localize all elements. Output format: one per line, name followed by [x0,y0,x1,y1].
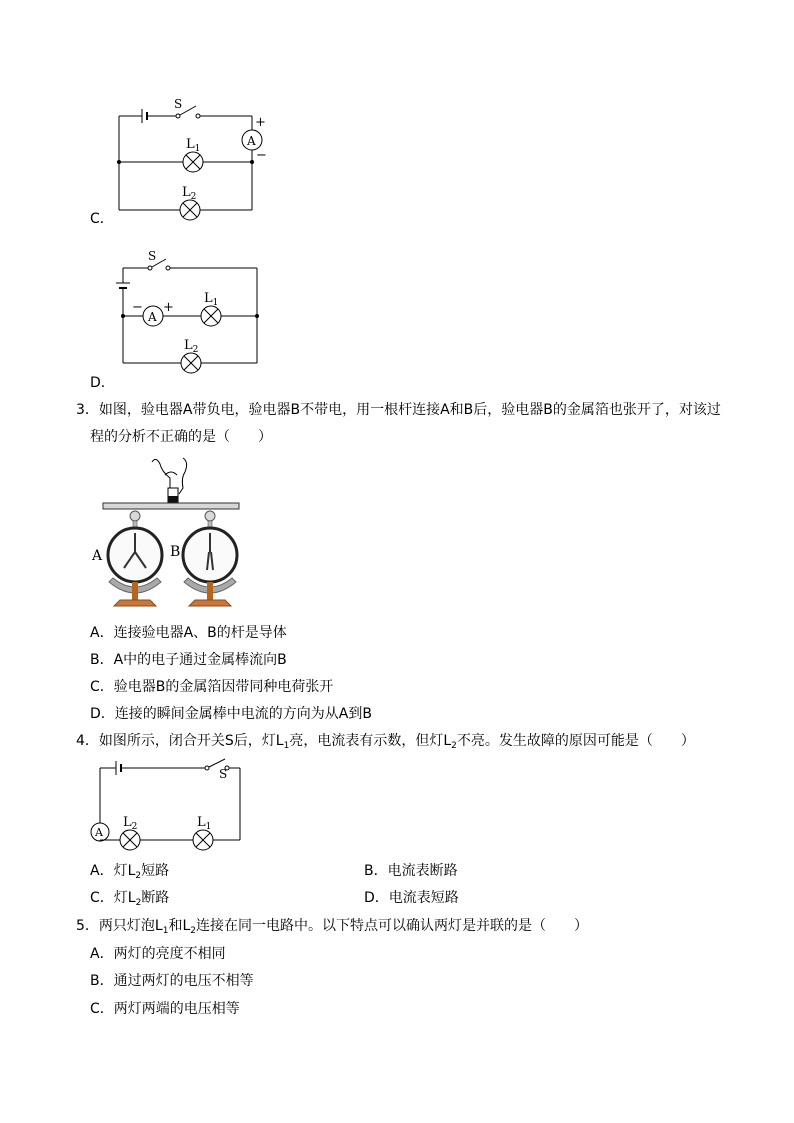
question-5-stem: 5．两只灯泡$L_1$和$L_2$连接在同一电路中。以下特点可以确认两灯是并联的是（ ） [76,918,588,936]
question-3-option-c: C．验电器B的金属箔因带同种电荷张开 [90,679,334,695]
question-5-option-a: A．两灯的亮度不相同 [90,946,226,962]
switch-label: S [219,767,228,781]
minus-sign: − [256,148,267,163]
question-4-option-c: C．灯$L_2$断路 [90,890,170,908]
plus-sign: + [163,300,174,315]
lamp-l2-label: $L_2$ [184,338,199,355]
question-4-stem: 4．如图所示，闭合开关S后，灯$L_1$亮，电流表有示数，但灯$L_2$不亮。发生故障的原因可能是（ ） [76,733,695,751]
ammeter-label: A [95,826,103,839]
question-5-option-b: B．通过两灯的电压不相等 [90,973,254,989]
switch-label: S [148,249,157,263]
question-3-option-d: D．连接的瞬间金属棒中电流的方向为从A到B [90,706,372,722]
option-c-label: C． [90,211,114,227]
question-4-option-b: B．电流表断路 [364,863,458,879]
question-3-stem-line1: 3．如图，验电器A带负电，验电器B不带电，用一根杆连接A和B后，验电器B的金属箔也张开了，对该过 [76,402,721,418]
option-d-label: D． [90,375,115,391]
switch-label: S [174,97,183,111]
question-3-stem-line2: 程的分析不正确的是（ ） [90,429,272,445]
question-5-option-c: C．两灯两端的电压相等 [90,1001,240,1017]
electroscope-b-label: B [170,544,181,560]
ammeter-label: A [148,310,157,324]
plus-sign: + [255,115,266,130]
lamp-l2-label: $L_2$ [182,185,197,202]
question-4-option-a: A．灯$L_2$短路 [90,863,170,881]
ammeter-label: A [247,134,256,148]
question-4-option-d: D．电流表短路 [364,890,459,906]
lamp-l1-label: $L_1$ [186,137,201,154]
minus-sign: − [132,300,143,315]
lamp-l1-label: $L_1$ [197,815,212,832]
question-3-option-a: A．连接验电器A、B的杆是导体 [90,625,287,641]
electroscope-a-label: A [92,548,103,564]
question-3-option-b: B．A中的电子通过金属棒流向B [90,652,287,668]
lamp-l2-label: $L_2$ [123,815,138,832]
lamp-l1-label: $L_1$ [204,291,219,308]
